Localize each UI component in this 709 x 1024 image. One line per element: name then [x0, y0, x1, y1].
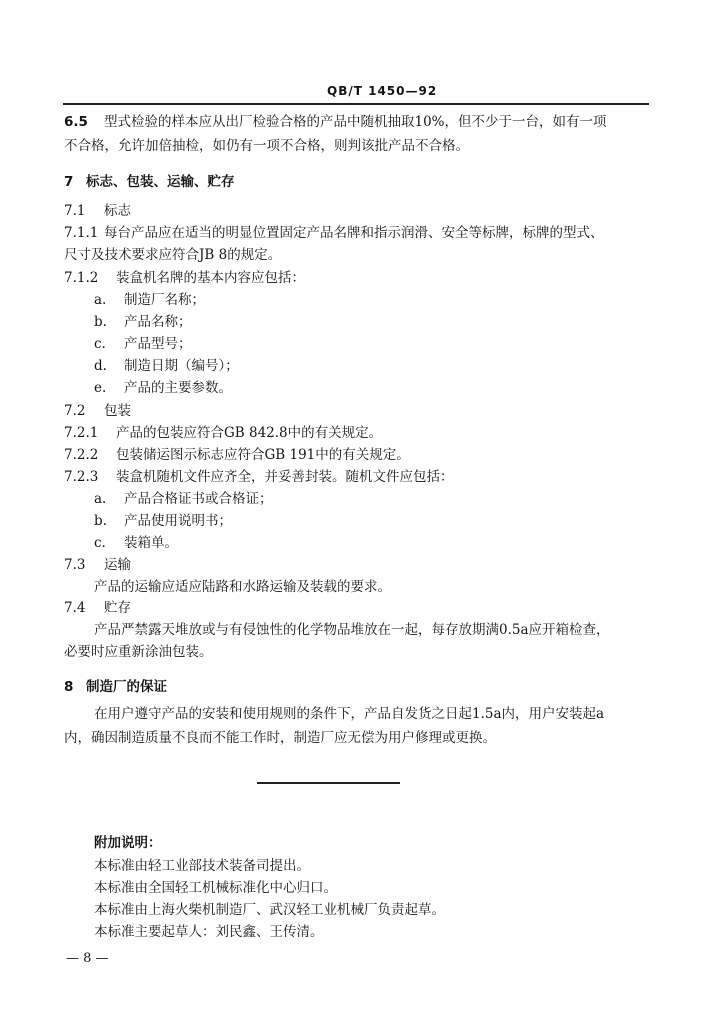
- header-rule: [63, 103, 649, 105]
- clause-text: 装盒机名牌的基本内容应包括：: [116, 270, 305, 286]
- clause-7-3-heading: [64, 556, 131, 574]
- list-text: 制造厂名称；: [124, 292, 205, 308]
- list-text: 产品型号；: [124, 336, 192, 352]
- list-item: [94, 335, 192, 353]
- section-8-heading: [64, 678, 167, 696]
- additional-notes-title: 附加说明：: [94, 835, 162, 851]
- list-letter: a.: [94, 491, 107, 507]
- list-letter: b.: [94, 513, 107, 529]
- list-item: [94, 291, 205, 309]
- list-letter: b.: [94, 314, 107, 330]
- clause-number: 7.2.2: [64, 447, 99, 463]
- clause-text: 型式检验的样本应从出厂检验合格的产品中随机抽取10%，但不少于一台，如有一项: [104, 114, 607, 130]
- list-letter: a.: [94, 292, 107, 308]
- list-item: [94, 313, 192, 331]
- note-line: 本标准由轻工业部技术装备司提出。: [94, 858, 310, 874]
- clause-7-1-heading: [64, 202, 131, 220]
- clause-text: 装盒机随机文件应齐全，并妥善封装。随机文件应包括：: [116, 469, 454, 485]
- clause-title: 贮存: [104, 600, 131, 616]
- list-text: 产品名称；: [124, 314, 192, 330]
- note-line: 本标准由上海火柴机制造厂、武汉轻工业机械厂负责起草。: [94, 902, 445, 918]
- clause-text: 包装储运图示标志应符合GB 191中的有关规定。: [116, 447, 410, 463]
- clause-6-5-line1: [64, 113, 607, 131]
- clause-number: 7.1.2: [64, 270, 99, 286]
- clause-7-1-2: [64, 269, 305, 287]
- clause-text: 每台产品应在适当的明显位置固定产品名牌和指示润滑、安全等标牌，标牌的型式、: [104, 225, 604, 241]
- clause-7-4-line1: 产品严禁露天堆放或与有侵蚀性的化学物品堆放在一起，每存放期满0.5a应开箱检查，: [94, 622, 610, 638]
- list-text: 产品合格证书或合格证；: [124, 491, 273, 507]
- clause-7-2-heading: [64, 402, 131, 420]
- note-line: 本标准由全国轻工机械标准化中心归口。: [94, 880, 337, 896]
- page-number: — 8 —: [66, 951, 109, 966]
- list-text: 装箱单。: [124, 535, 178, 551]
- clause-number: 7.4: [64, 600, 86, 616]
- list-letter: d.: [94, 358, 107, 374]
- list-text: 制造日期（编号）；: [124, 358, 239, 374]
- clause-number: 7.1: [64, 203, 86, 219]
- list-item: [94, 512, 232, 530]
- note-line: 本标准主要起草人：刘民鑫、王传清。: [94, 924, 324, 940]
- clause-number: 7.2: [64, 403, 86, 419]
- clause-title: 运输: [104, 557, 131, 573]
- list-item: [94, 379, 232, 397]
- standard-code-header: QB/T 1450—92: [327, 84, 438, 98]
- section-number: 8: [64, 679, 74, 695]
- clause-number: 7.2.3: [64, 469, 99, 485]
- clause-number: 6.5: [64, 114, 88, 130]
- end-of-text-rule: [257, 782, 400, 784]
- section-8-line1: 在用户遵守产品的安装和使用规则的条件下，产品自发货之日起1.5a内，用户安装起a: [94, 706, 605, 722]
- list-letter: e.: [94, 380, 107, 396]
- clause-number: 7.2.1: [64, 425, 99, 441]
- clause-7-1-1-line1: [64, 224, 604, 242]
- section-8-line2: 内，确因制造质量不良而不能工作时，制造厂应无偿为用户修理或更换。: [64, 730, 496, 746]
- clause-number: 7.1.1: [64, 225, 99, 241]
- clause-7-4-heading: [64, 599, 131, 617]
- clause-7-1-1-line2: 尺寸及技术要求应符合JB 8的规定。: [64, 247, 282, 263]
- section-title: 标志、包装、运输、贮存: [86, 174, 235, 190]
- clause-text: 产品的包装应符合GB 842.8中的有关规定。: [116, 425, 383, 441]
- list-item: [94, 534, 178, 552]
- list-text: 产品使用说明书；: [124, 513, 232, 529]
- clause-7-2-3: [64, 468, 454, 486]
- clause-7-3-text: 产品的运输应适应陆路和水路运输及装载的要求。: [94, 579, 391, 595]
- clause-number: 7.3: [64, 557, 86, 573]
- list-item: [94, 490, 273, 508]
- list-text: 产品的主要参数。: [124, 380, 232, 396]
- section-number: 7: [64, 174, 74, 190]
- clause-6-5-line2: 不合格，允许加倍抽检，如仍有一项不合格，则判该批产品不合格。: [64, 138, 469, 154]
- section-7-heading: [64, 173, 235, 191]
- list-letter: c.: [94, 535, 106, 551]
- clause-7-2-2: [64, 446, 410, 464]
- section-title: 制造厂的保证: [86, 679, 167, 695]
- clause-7-2-1: [64, 424, 382, 442]
- list-item: [94, 357, 239, 375]
- clause-7-4-line2: 必要时应重新涂油包装。: [64, 644, 213, 660]
- clause-title: 标志: [104, 203, 131, 219]
- clause-title: 包装: [104, 403, 131, 419]
- list-letter: c.: [94, 336, 106, 352]
